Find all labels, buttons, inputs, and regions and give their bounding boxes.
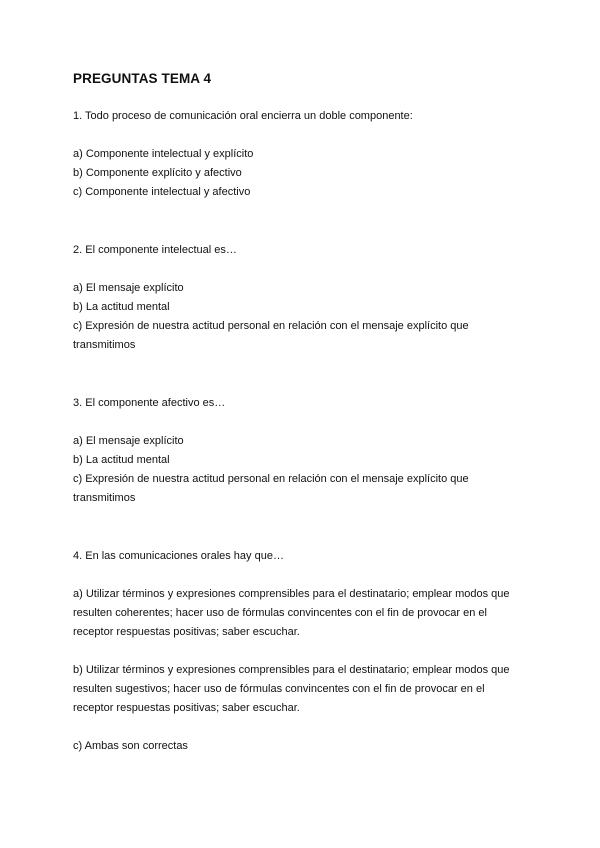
question-3-option-a: a) El mensaje explícito bbox=[73, 435, 184, 447]
question-2-option-a: a) El mensaje explícito bbox=[73, 282, 184, 294]
question-4-option-c: c) Ambas son correctas bbox=[73, 740, 188, 752]
question-3-option-c-continued: transmitimos bbox=[73, 492, 136, 504]
question-1-option-b: b) Componente explícito y afectivo bbox=[73, 167, 242, 179]
question-1-prompt: 1. Todo proceso de comunicación oral encierra un doble componente: bbox=[73, 110, 413, 122]
question-4-option-a: a) Utilizar términos y expresiones comprensibles para el destinatario; emplear modos que bbox=[73, 588, 510, 600]
page-title: PREGUNTAS TEMA 4 bbox=[73, 71, 212, 86]
question-1-option-c: c) Componente intelectual y afectivo bbox=[73, 186, 251, 198]
question-3-prompt: 3. El componente afectivo es… bbox=[73, 397, 226, 409]
question-4-prompt: 4. En las comunicaciones orales hay que… bbox=[73, 550, 284, 562]
question-2-option-c: c) Expresión de nuestra actitud personal en relación con el mensaje explícito que bbox=[73, 320, 469, 332]
question-4-option-a-line-3: receptor respuestas positivas; saber escuchar. bbox=[73, 626, 300, 638]
question-4-option-a-line-2: resulten coherentes; hacer uso de fórmulas convincentes con el fin de provocar en el bbox=[73, 607, 487, 619]
question-2-prompt: 2. El componente intelectual es… bbox=[73, 244, 237, 256]
question-4-option-b: b) Utilizar términos y expresiones comprensibles para el destinatario; emplear modos que bbox=[73, 664, 510, 676]
question-3-option-b: b) La actitud mental bbox=[73, 454, 170, 466]
question-4-option-b-line-3: receptor respuestas positivas; saber escuchar. bbox=[73, 702, 300, 714]
question-1-option-a: a) Componente intelectual y explícito bbox=[73, 148, 254, 160]
question-3-option-c: c) Expresión de nuestra actitud personal en relación con el mensaje explícito que bbox=[73, 473, 469, 485]
question-2-option-c-continued: transmitimos bbox=[73, 339, 136, 351]
question-4-option-b-line-2: resulten sugestivos; hacer uso de fórmulas convincentes con el fin de provocar en el bbox=[73, 683, 485, 695]
question-2-option-b: b) La actitud mental bbox=[73, 301, 170, 313]
